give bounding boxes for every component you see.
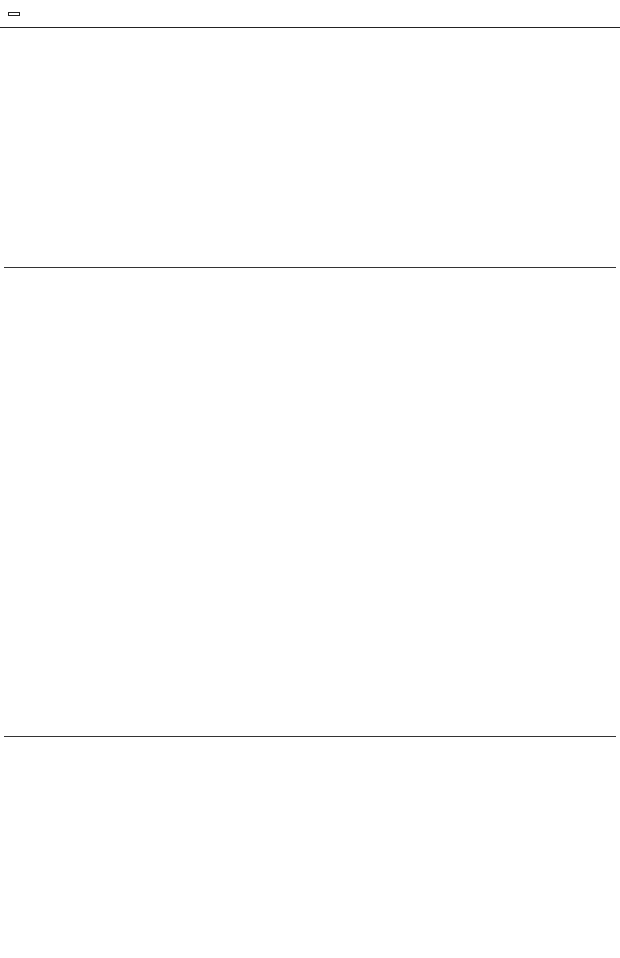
page-number (8, 12, 20, 16)
masthead (0, 0, 620, 28)
section-divider-bottom (4, 736, 616, 737)
section-divider-top (4, 267, 616, 268)
